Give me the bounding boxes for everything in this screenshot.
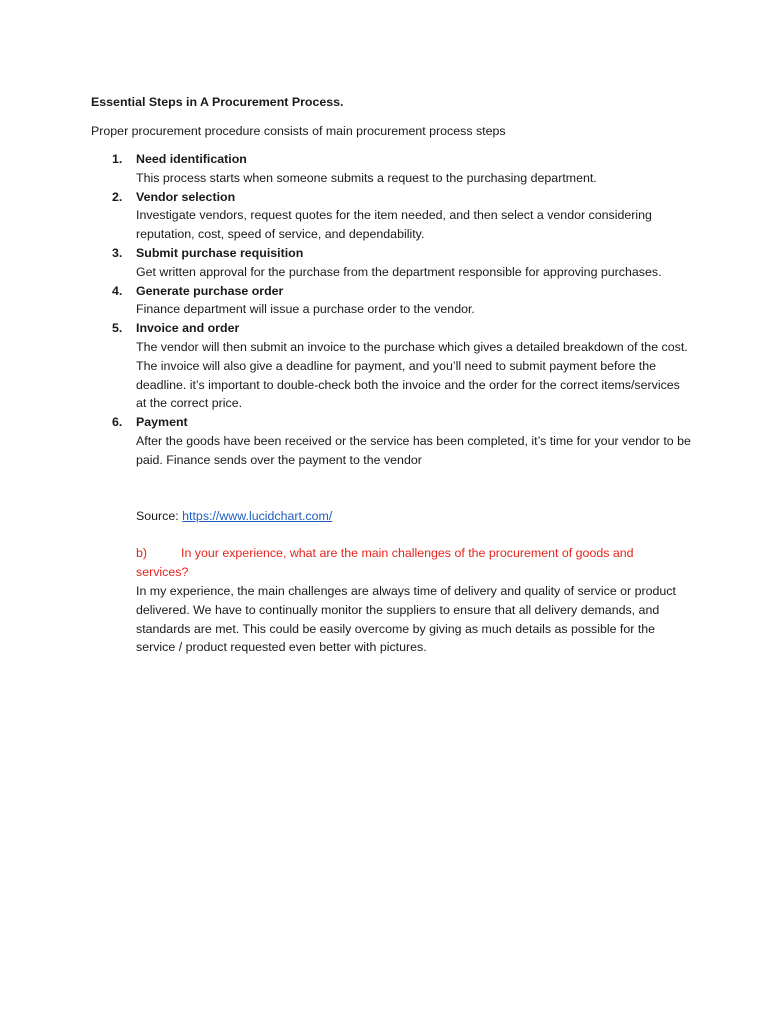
document-title: Essential Steps in A Procurement Process. — [91, 95, 344, 109]
source-link[interactable]: https://www.lucidchart.com/ — [182, 509, 333, 523]
step-description: This process starts when someone submits a request to the purchasing department. — [136, 170, 597, 185]
step-number: 6. — [112, 415, 123, 430]
procurement-steps-list — [91, 150, 691, 470]
step-number: 1. — [112, 152, 123, 166]
step-title: Payment — [136, 415, 188, 430]
list-item — [91, 244, 691, 282]
step-description: After the goods have been received or the service has been completed, it’s time for your vendor to be paid. Finance sends over the payment to the vendor — [136, 433, 691, 467]
list-item — [91, 282, 691, 320]
step-title: Vendor selection — [136, 189, 236, 204]
source-label: Source: — [136, 509, 183, 523]
list-item — [91, 413, 691, 469]
step-description: Get written approval for the purchase from the department responsible for approving purchases. — [136, 264, 662, 279]
list-item — [91, 150, 691, 188]
step-number: 5. — [112, 321, 123, 336]
intro-paragraph: Proper procurement procedure consists of main procurement process steps — [91, 124, 506, 138]
answer-paragraph: In my experience, the main challenges are always time of delivery and quality of service or product delivered. We have to continually monitor the suppliers to ensure that all delivery demands, and standards are met. This could be easily overcome by giving as much details as possible for the service / product requested even better with pictures. — [136, 584, 676, 655]
step-number: 2. — [112, 189, 123, 204]
step-description: The vendor will then submit an invoice to the purchase which gives a detailed breakdown of the cost. The invoice will also give a deadline for payment, and you’ll need to submit payment before the deadline. it’s important to double-check both the invoice and the order for the correct items/services at the correct price. — [136, 339, 688, 411]
step-title: Generate purchase order — [136, 283, 284, 298]
step-description: Investigate vendors, request quotes for the item needed, and then select a vendor considering reputation, cost, speed of service, and dependability. — [136, 208, 652, 242]
list-item — [91, 319, 691, 413]
list-item — [91, 188, 691, 244]
question-label: b) — [136, 546, 148, 560]
step-number: 4. — [112, 283, 123, 298]
step-title: Submit purchase requisition — [136, 245, 304, 260]
question-text: In your experience, what are the main challenges of the procurement of goods and services? — [136, 546, 634, 579]
source-line — [136, 507, 332, 526]
step-title: Invoice and order — [136, 321, 240, 336]
step-number: 3. — [112, 245, 123, 260]
step-description: Finance department will issue a purchase order to the vendor. — [136, 302, 475, 317]
step-title: Need identification — [136, 152, 247, 166]
question-b — [136, 544, 676, 582]
